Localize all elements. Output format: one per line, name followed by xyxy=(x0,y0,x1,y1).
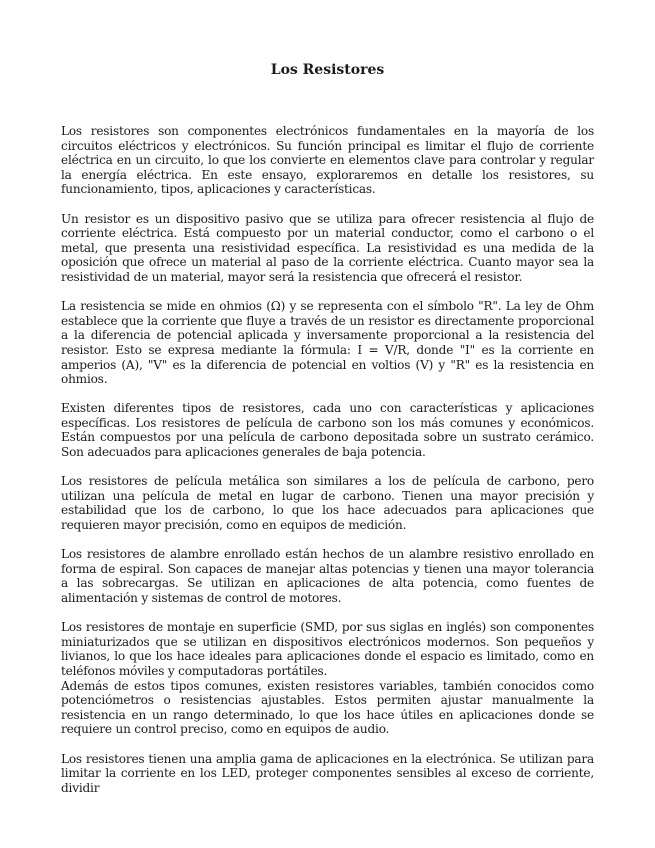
document-body xyxy=(61,124,594,810)
paragraph-metal-film: Los resistores de película metálica son similares a los de película de carbono, pero utilizan una película de metal en lugar de carbono. Tienen una mayor precisión y estabilidad que los de carbono, lo que los hace adecuados para aplicaciones que requieren mayor precisión, como en equipos de medición. xyxy=(61,474,594,533)
document-title: Los Resistores xyxy=(270,62,385,78)
paragraph-carbon-film: Existen diferentes tipos de resistores, cada uno con características y aplicaciones específicas. Los resistores de película de carbono son los más comunes y económicos. Están compuestos por una película de carbono depositada sobre un sustrato cerámico. Son adecuados para aplicaciones generales de baja potencia. xyxy=(61,401,594,460)
paragraph-wirewound: Los resistores de alambre enrollado están hechos de un alambre resistivo enrollado en forma de espiral. Son capaces de manejar altas potencias y tienen una mayor tolerancia a las sobrecargas. Se utilizan en aplicaciones de alta potencia, como fuentes de alimentación y sistemas de control de motores. xyxy=(61,547,594,605)
paragraph-smd: Los resistores de montaje en superficie (SMD, por sus siglas en inglés) son componentes miniaturizados que se utilizan en dispositivos electrónicos modernos. Son pequeños y livianos, lo que los hace ideales para aplicaciones donde el espacio es limitado, como en teléfonos móviles y computadoras portátiles. xyxy=(61,620,594,678)
paragraph-definition: Un resistor es un dispositivo pasivo que se utiliza para ofrecer resistencia al flujo de corriente eléctrica. Está compuesto por un material conductor, como el carbono o el metal, que presenta una resistividad específica. La resistividad es una medida de la oposición que ofrece un material al paso de la corriente eléctrica. Cuanto mayor sea la resistividad de un material, mayor será la resistencia que ofrecerá el resistor. xyxy=(61,211,594,284)
paragraph-variable: Además de estos tipos comunes, existen resistores variables, también conocidos como potenciómetros o resistencias ajustables. Estos permiten ajustar manualmente la resistencia en un rango determinado, lo que los hace útiles en aplicaciones donde se requiere un control preciso, como en equipos de audio. xyxy=(61,678,594,737)
paragraph-applications: Los resistores tienen una amplia gama de aplicaciones en la electrónica. Se utilizan para limitar la corriente en los LED, proteger componentes sensibles al exceso de corriente, dividir xyxy=(61,751,594,795)
paragraph-ohms-law: La resistencia se mide en ohmios (Ω) y se representa con el símbolo "R". La ley de Ohm establece que la corriente que fluye a través de un resistor es directamente proporcional a la diferencia de potencial aplicada y inversamente proporcional a la resistencia del resistor. Esto se expresa mediante la fórmula: I = V/R, donde "I" es la corriente en amperios (A), "V" es la diferencia de potencial en voltios (V) y "R" es la resistencia en ohmios. xyxy=(61,299,594,387)
paragraph-intro: Los resistores son componentes electrónicos fundamentales en la mayoría de los circuitos eléctricos y electrónicos. Su función principal es limitar el flujo de corriente eléctrica en un circuito, lo que los convierte en elementos clave para controlar y regular la energía eléctrica. En este ensayo, exploraremos en detalle los resistores, su funcionamiento, tipos, aplicaciones y características. xyxy=(61,124,594,197)
